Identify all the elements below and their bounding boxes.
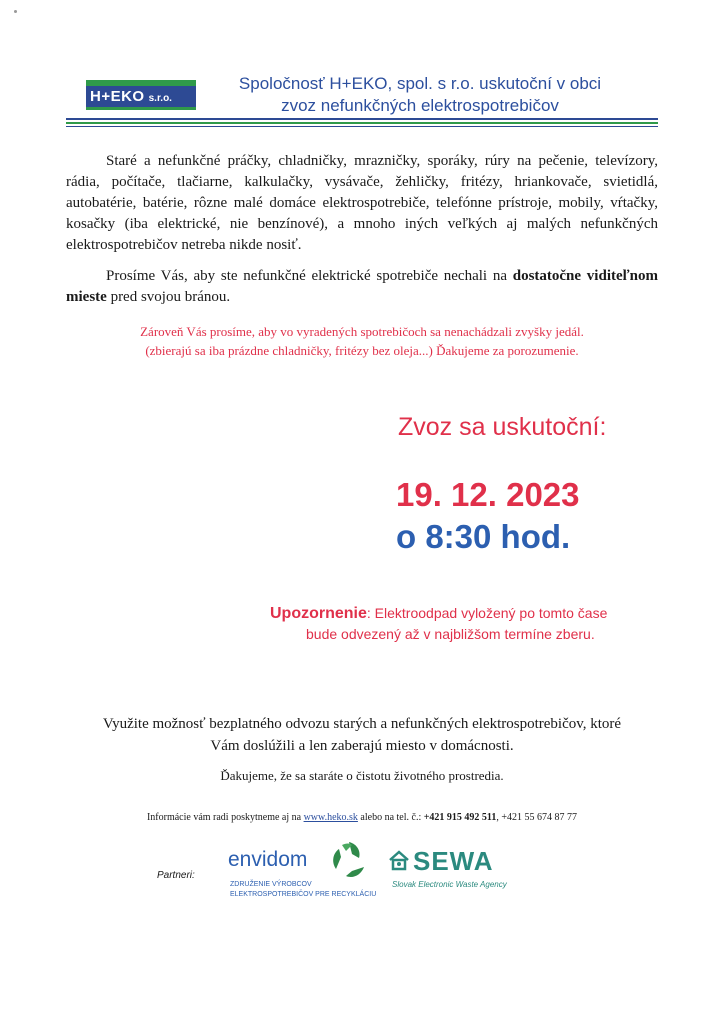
warning-title: Upozornenie — [270, 605, 367, 622]
collection-date: 19. 12. 2023 — [396, 476, 580, 513]
header-divider-middle — [66, 122, 658, 124]
header-divider-top — [66, 118, 658, 120]
warning-text-line-2: bude odvezený až v najbližšom termíne zberu. — [306, 626, 595, 642]
page-title — [205, 73, 635, 117]
phone-secondary: , +421 55 674 87 77 — [496, 812, 578, 823]
note-line-2: (zbierajú sa iba prázdne chladničky, fritézy bez oleja...) Ďakujeme za porozumenie. — [145, 343, 579, 358]
envidom-sub-line-2: ELEKTROSPOTREBIČOV PRE RECYKLÁCIU — [230, 891, 377, 898]
request-bold-text: dostatočne viditeľnom mieste — [66, 268, 659, 305]
title-line-1: Spoločnosť H+EKO, spol. s r.o. uskutoční v obci — [238, 74, 602, 93]
envidom-logo-text: envidom — [228, 848, 308, 871]
website-link[interactable]: www.heko.sk — [303, 812, 358, 823]
header-divider-bottom — [66, 126, 658, 127]
request-paragraph — [66, 266, 658, 308]
request-text-before: Prosíme Vás, aby ste nefunkčné elektrické spotrebiče nechali na — [106, 268, 507, 284]
heko-logo — [86, 86, 196, 110]
collection-time: o 8:30 hod. — [396, 518, 571, 555]
contact-prefix: Informácie vám radi poskytneme aj na — [146, 812, 302, 823]
partners-label: Partneri: — [157, 870, 195, 881]
envidom-subtitle — [230, 880, 376, 900]
thanks-text: Ďakujeme, že sa staráte o čistotu životného prostredia. — [220, 768, 504, 783]
scan-dot — [14, 10, 17, 13]
logo-sro-text: s.r.o. — [148, 92, 172, 104]
intro-paragraph — [66, 151, 658, 256]
title-line-2: zvoz nefunkčných elektrospotrebičov — [281, 96, 559, 115]
recycle-leaf-icon — [328, 839, 370, 881]
sewa-logo-text: SEWA — [413, 846, 494, 876]
contact-line — [66, 812, 658, 823]
logo-main-text: H+EKO — [90, 88, 145, 105]
closing-line-2: Vám doslúžili a len zaberajú miesto v domácnosti. — [210, 738, 514, 754]
food-remnants-note — [66, 322, 658, 360]
envidom-sub-line-1: ZDRUŽENIE VÝROBCOV — [230, 881, 312, 888]
request-text-after: pred svojou bránou. — [110, 289, 231, 305]
collection-label: Zvoz sa uskutoční: — [398, 413, 607, 441]
sewa-house-icon — [388, 849, 410, 871]
closing-paragraph — [66, 713, 658, 757]
phone-primary: +421 915 492 511 — [423, 812, 497, 823]
note-line-1: Zároveň Vás prosíme, aby vo vyradených spotrebičoch sa nenachádzali zvyšky jedál. — [140, 324, 584, 339]
warning-block — [270, 603, 660, 644]
closing-line-1: Využite možnosť bezplatného odvozu starých a nefunkčných elektrospotrebičov, ktoré — [102, 716, 622, 732]
contact-middle: alebo na tel. č.: — [360, 812, 422, 823]
sewa-subtitle: Slovak Electronic Waste Agency — [392, 880, 507, 889]
intro-text: Staré a nefunkčné práčky, chladničky, mrazničky, sporáky, rúry na pečenie, televízory, rádia, počítače, tlačiarne, kalkulačky, vysávače, žehličky, fritézy, hriankovače, svietidlá, autobatérie, batérie, rôzne malé domáce elektrospotrebiče, telefónne prístroje, mobily, vŕtačky, kosačky (iba elektrické, nie benzínové), a mnoho iných veľkých aj malých nefunkčných elektrospotrebičov netreba nikde nosiť. — [66, 153, 658, 253]
warning-text-line-1: : Elektroodpad vyložený po tomto čase — [366, 605, 608, 621]
